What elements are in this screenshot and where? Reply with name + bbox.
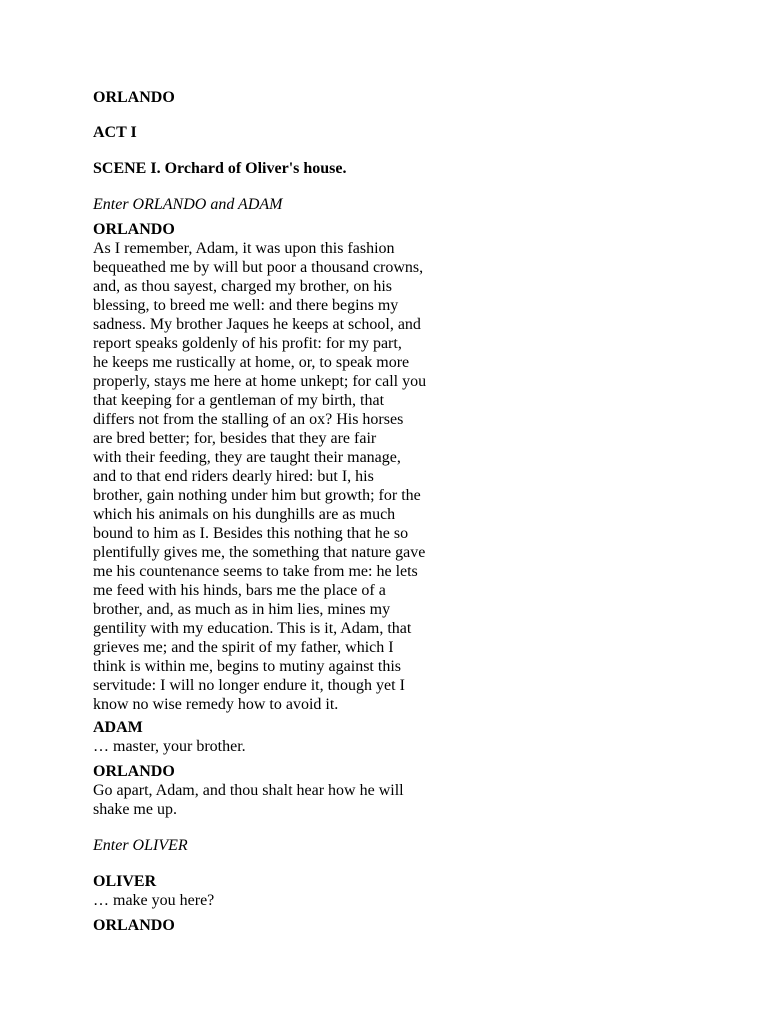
speech-line: me feed with his hinds, bars me the place of a [93,582,386,599]
speaker-name: OLIVER [93,873,157,890]
speech-line: gentility with my education. This is it, Adam, that [93,620,412,637]
speech-line: know no wise remedy how to avoid it. [93,696,339,713]
speaker-name: ORLANDO [93,917,175,934]
speech-line: brother, and, as much as in him lies, mines my [93,601,391,618]
speech-line: and, as thou sayest, charged my brother, on his [93,278,392,295]
stage-direction: Enter ORLANDO and ADAM [93,196,283,213]
speech-line: he keeps me rustically at home, or, to speak more [93,354,410,371]
act-heading: ACT I [93,124,137,141]
speech-line: brother, gain nothing under him but growth; for the [93,487,421,504]
speaker-name: ADAM [93,719,143,736]
speech-line: … master, your brother. [93,738,246,755]
speech-line: blessing, to breed me well: and there begins my [93,297,399,314]
speech-line: think is within me, begins to mutiny against this [93,658,401,675]
speech-line: As I remember, Adam, it was upon this fashion [93,240,395,257]
speech-line: are bred better; for, besides that they are fair [93,430,377,447]
speech-line: bequeathed me by will but poor a thousand crowns, [93,259,424,276]
scene-heading: SCENE I. Orchard of Oliver's house. [93,160,347,177]
speech-line: Go apart, Adam, and thou shalt hear how he will [93,782,404,799]
speech-line: sadness. My brother Jaques he keeps at school, and [93,316,421,333]
speech-line: that keeping for a gentleman of my birth, that [93,392,385,409]
speech-line: servitude: I will no longer endure it, though yet I [93,677,405,694]
speech-line: which his animals on his dunghills are as much [93,506,396,523]
speech-block [93,781,404,819]
speech-block [93,891,214,910]
speech-line: and to that end riders dearly hired: but I, his [93,468,374,485]
speech-line: … make you here? [93,892,215,909]
play-title: ORLANDO [93,89,175,106]
speech-line: differs not from the stalling of an ox? His horses [93,411,404,428]
speech-line: plentifully gives me, the something that nature gave [93,544,426,561]
speech-line: properly, stays me here at home unkept; for call you [93,373,427,390]
speaker-name: ORLANDO [93,221,175,238]
speech-line: grieves me; and the spirit of my father, which I [93,639,394,656]
speech-line: shake me up. [93,801,177,818]
stage-direction: Enter OLIVER [93,837,188,854]
speaker-name: ORLANDO [93,763,175,780]
speech-line: report speaks goldenly of his profit: for my part, [93,335,402,352]
speech-block [93,737,246,756]
speech-line: me his countenance seems to take from me: he lets [93,563,418,580]
speech-line: with their feeding, they are taught their manage, [93,449,401,466]
speech-block [93,239,426,714]
speech-line: bound to him as I. Besides this nothing that he so [93,525,409,542]
